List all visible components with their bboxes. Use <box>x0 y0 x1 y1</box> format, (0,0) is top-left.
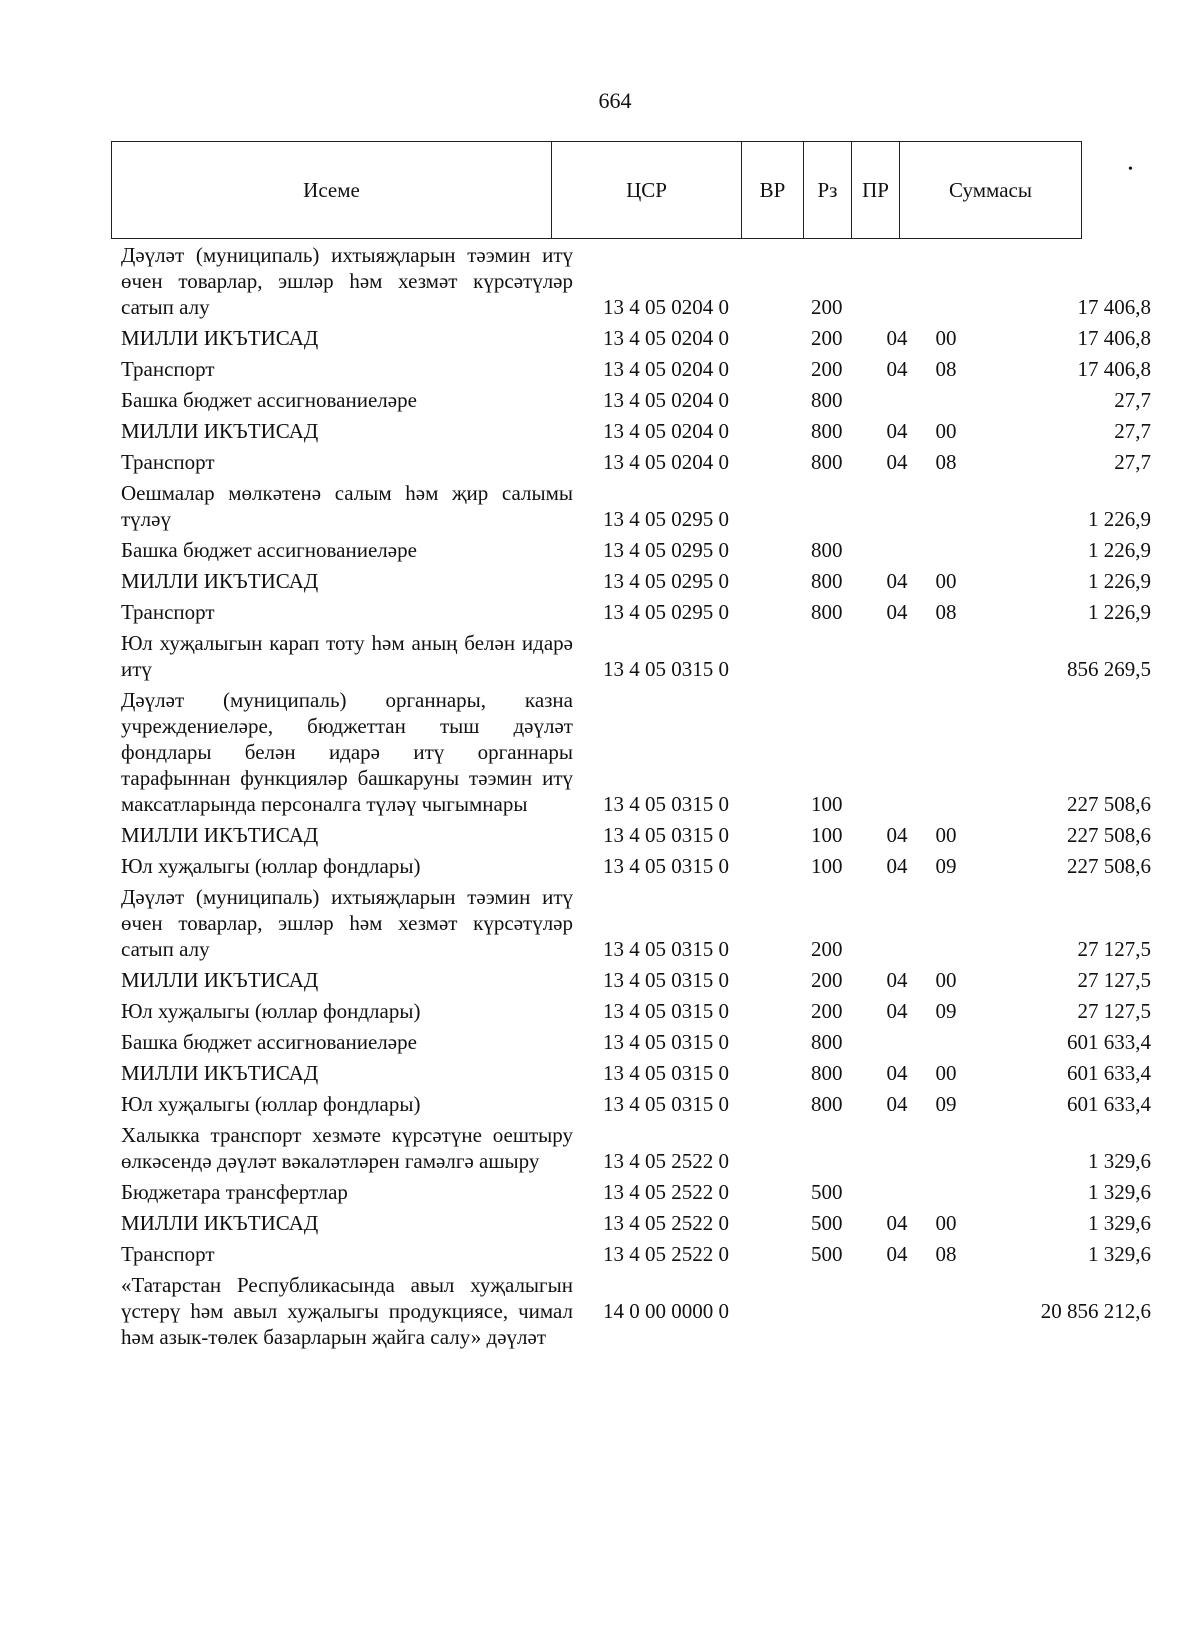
row-csr: 13 4 05 0295 0 <box>603 538 729 562</box>
table-row <box>111 1239 1157 1270</box>
row-name <box>111 416 585 447</box>
row-sum: 17 406,8 <box>1077 295 1151 319</box>
row-csr: 13 4 05 0315 0 <box>603 792 729 816</box>
row-sum: 601 633,4 <box>1067 1092 1151 1116</box>
row-sum: 601 633,4 <box>1067 1061 1151 1085</box>
row-sum: 1 226,9 <box>1088 600 1151 624</box>
row-rz: 04 <box>886 968 908 992</box>
row-name <box>111 628 585 685</box>
row-pr: 08 <box>935 450 957 474</box>
row-sum: 17 406,8 <box>1077 357 1151 381</box>
table-row <box>111 1270 1157 1353</box>
row-rz <box>873 1027 921 1058</box>
row-vr: 800 <box>811 1092 843 1116</box>
row-csr: 13 4 05 0315 0 <box>603 854 729 878</box>
row-vr: 800 <box>811 569 843 593</box>
row-sum: 1 329,6 <box>1088 1242 1151 1266</box>
row-name <box>111 478 585 535</box>
header-vr: ВР <box>742 142 804 239</box>
row-pr: 00 <box>935 1211 957 1235</box>
row-sum: 1 329,6 <box>1088 1211 1151 1235</box>
table-row <box>111 965 1157 996</box>
row-name <box>111 1270 585 1353</box>
row-vr: 800 <box>811 450 843 474</box>
row-vr: 800 <box>811 538 843 562</box>
table-row <box>111 851 1157 882</box>
row-name-text: Башка бюджет ассигнованиеләре <box>121 538 417 562</box>
table-row <box>111 820 1157 851</box>
row-name-text: Транспорт <box>121 450 215 474</box>
row-rz: 04 <box>886 357 908 381</box>
row-csr: 13 4 05 0315 0 <box>603 657 729 681</box>
row-pr: 09 <box>935 999 957 1023</box>
table-row <box>111 1058 1157 1089</box>
row-pr: 00 <box>935 569 957 593</box>
row-name <box>111 882 585 965</box>
row-csr: 13 4 05 0204 0 <box>603 326 729 350</box>
row-pr <box>921 1027 971 1058</box>
table-row <box>111 996 1157 1027</box>
header-csr: ЦСР <box>552 142 742 239</box>
row-csr: 13 4 05 0315 0 <box>603 937 729 961</box>
row-sum: 227 508,6 <box>1067 854 1151 878</box>
row-pr <box>921 385 971 416</box>
row-vr: 200 <box>811 326 843 350</box>
row-name-text: Башка бюджет ассигнованиеләре <box>121 388 417 412</box>
table-header <box>111 141 1082 239</box>
row-rz: 04 <box>886 1211 908 1235</box>
row-csr: 13 4 05 2522 0 <box>603 1211 729 1235</box>
row-vr: 200 <box>811 937 843 961</box>
row-name <box>111 566 585 597</box>
table-row <box>111 1208 1157 1239</box>
row-rz: 04 <box>886 1242 908 1266</box>
row-name-text: Юл хуҗалыгы (юллар фондлары) <box>121 854 421 878</box>
row-csr: 13 4 05 2522 0 <box>603 1242 729 1266</box>
table-row <box>111 1089 1157 1120</box>
row-vr: 200 <box>811 357 843 381</box>
row-pr: 08 <box>935 600 957 624</box>
row-name <box>111 996 585 1027</box>
row-pr: 00 <box>935 968 957 992</box>
table-row <box>111 354 1157 385</box>
row-csr: 14 0 00 0000 0 <box>603 1299 729 1323</box>
header-name: Исеме <box>112 142 552 239</box>
row-csr: 13 4 05 2522 0 <box>603 1149 729 1173</box>
row-pr <box>921 628 971 685</box>
row-name <box>111 1177 585 1208</box>
row-sum: 27,7 <box>1114 388 1151 412</box>
row-sum: 27,7 <box>1114 419 1151 443</box>
row-name <box>111 597 585 628</box>
row-name-text: Халыкка транспорт хезмәте күрсәтүне оештыру өлкәсендә дәүләт вәкаләтләрен гамәлгә ашыру <box>121 1123 573 1173</box>
stray-mark: • <box>1128 162 1133 177</box>
row-vr: 500 <box>811 1242 843 1266</box>
row-rz <box>873 685 921 820</box>
row-pr <box>921 1177 971 1208</box>
table-row <box>111 416 1157 447</box>
row-vr: 500 <box>811 1211 843 1235</box>
budget-table <box>111 240 1157 1353</box>
row-sum: 1 226,9 <box>1088 538 1151 562</box>
row-name <box>111 851 585 882</box>
row-name <box>111 1058 585 1089</box>
row-rz: 04 <box>886 419 908 443</box>
row-name-text: Транспорт <box>121 357 215 381</box>
page-number: 664 <box>598 88 632 113</box>
row-rz: 04 <box>886 1061 908 1085</box>
row-rz: 04 <box>886 450 908 474</box>
row-name-text: МИЛЛИ ИКЪТИСАД <box>121 968 319 992</box>
row-csr: 13 4 05 2522 0 <box>603 1180 729 1204</box>
row-csr: 13 4 05 0295 0 <box>603 569 729 593</box>
row-rz <box>873 1120 921 1177</box>
row-sum: 601 633,4 <box>1067 1030 1151 1054</box>
row-rz <box>873 385 921 416</box>
row-name-text: Дәүләт (муниципаль) органнары, казна учреждениеләре, бюджеттан тыш дәүләт фондлары белән идарә итү органнары тарафыннан функцияләр башкаруны тәэмин итү максатларында персоналга түләү чыгымнары <box>121 688 573 816</box>
row-pr: 09 <box>935 1092 957 1116</box>
row-csr: 13 4 05 0315 0 <box>603 968 729 992</box>
row-rz <box>873 1177 921 1208</box>
row-name-text: МИЛЛИ ИКЪТИСАД <box>121 1061 319 1085</box>
row-sum: 1 329,6 <box>1088 1149 1151 1173</box>
row-vr <box>791 628 873 685</box>
row-csr: 13 4 05 0204 0 <box>603 450 729 474</box>
row-name-text: МИЛЛИ ИКЪТИСАД <box>121 326 319 350</box>
row-vr: 100 <box>811 854 843 878</box>
row-name-text: Транспорт <box>121 600 215 624</box>
row-vr: 200 <box>811 968 843 992</box>
row-pr <box>921 1120 971 1177</box>
row-sum: 27 127,5 <box>1077 937 1151 961</box>
row-pr <box>921 535 971 566</box>
row-name <box>111 1120 585 1177</box>
row-name <box>111 685 585 820</box>
row-rz: 04 <box>886 569 908 593</box>
row-name <box>111 1089 585 1120</box>
row-name <box>111 1208 585 1239</box>
row-name-text: Оешмалар мөлкәтенә салым һәм җир салымы түләү <box>121 481 573 531</box>
row-name <box>111 385 585 416</box>
row-name-text: Дәүләт (муниципаль) ихтыяҗларын тәэмин итү өчен товарлар, эшләр һәм хезмәт күрсәтүләр сатып алу <box>121 885 573 961</box>
header-pr: ПР <box>852 142 900 239</box>
row-name <box>111 1239 585 1270</box>
row-name-text: Башка бюджет ассигнованиеләре <box>121 1030 417 1054</box>
table-row <box>111 685 1157 820</box>
table-row <box>111 535 1157 566</box>
row-sum: 27 127,5 <box>1077 999 1151 1023</box>
row-vr: 800 <box>811 1061 843 1085</box>
table-row <box>111 566 1157 597</box>
row-vr: 100 <box>811 792 843 816</box>
row-name-text: «Татарстан Республикасында авыл хуҗалыгын үстерү һәм авыл хуҗалыгы продукциясе, чимал һәм азык-төлек базарларын җайга салу» дәүләт <box>121 1273 573 1349</box>
row-pr: 00 <box>935 326 957 350</box>
row-csr: 13 4 05 0315 0 <box>603 1030 729 1054</box>
row-name-text: Юл хуҗалыгы (юллар фондлары) <box>121 1092 421 1116</box>
row-pr <box>921 478 971 535</box>
row-csr: 13 4 05 0204 0 <box>603 357 729 381</box>
row-rz <box>873 1270 921 1353</box>
row-name-text: Дәүләт (муниципаль) ихтыяҗларын тәэмин итү өчен товарлар, эшләр һәм хезмәт күрсәтүләр сатып алу <box>121 243 573 319</box>
row-name <box>111 1027 585 1058</box>
row-name-text: МИЛЛИ ИКЪТИСАД <box>121 419 319 443</box>
row-pr <box>921 1270 971 1353</box>
header-rz: Рз <box>804 142 852 239</box>
row-name-text: Юл хуҗалыгы (юллар фондлары) <box>121 999 421 1023</box>
row-rz: 04 <box>886 326 908 350</box>
row-name <box>111 354 585 385</box>
row-csr: 13 4 05 0315 0 <box>603 823 729 847</box>
row-vr <box>791 1270 873 1353</box>
row-rz <box>873 240 921 323</box>
table-row <box>111 385 1157 416</box>
table-row <box>111 1120 1157 1177</box>
row-sum: 227 508,6 <box>1067 823 1151 847</box>
row-sum: 27 127,5 <box>1077 968 1151 992</box>
table-row <box>111 323 1157 354</box>
row-name <box>111 820 585 851</box>
row-csr: 13 4 05 0315 0 <box>603 1061 729 1085</box>
table-row <box>111 882 1157 965</box>
row-csr: 13 4 05 0295 0 <box>603 600 729 624</box>
row-sum: 1 226,9 <box>1088 569 1151 593</box>
row-vr: 800 <box>811 1030 843 1054</box>
row-csr: 13 4 05 0295 0 <box>603 507 729 531</box>
row-pr: 00 <box>935 419 957 443</box>
table-row <box>111 240 1157 323</box>
row-rz: 04 <box>886 600 908 624</box>
row-pr: 00 <box>935 1061 957 1085</box>
row-sum: 17 406,8 <box>1077 326 1151 350</box>
row-vr: 800 <box>811 419 843 443</box>
row-sum: 1 226,9 <box>1088 507 1151 531</box>
row-rz: 04 <box>886 999 908 1023</box>
table-row <box>111 1177 1157 1208</box>
row-name <box>111 240 585 323</box>
row-pr <box>921 240 971 323</box>
row-vr <box>791 478 873 535</box>
row-pr: 08 <box>935 1242 957 1266</box>
row-sum: 1 329,6 <box>1088 1180 1151 1204</box>
row-sum: 27,7 <box>1114 450 1151 474</box>
row-name-text: Транспорт <box>121 1242 215 1266</box>
row-name-text: МИЛЛИ ИКЪТИСАД <box>121 1211 319 1235</box>
table-row <box>111 628 1157 685</box>
row-sum: 20 856 212,6 <box>1040 1299 1151 1323</box>
row-vr <box>791 1120 873 1177</box>
row-vr: 800 <box>811 600 843 624</box>
row-csr: 13 4 05 0315 0 <box>603 1092 729 1116</box>
row-csr: 13 4 05 0315 0 <box>603 999 729 1023</box>
row-pr: 08 <box>935 357 957 381</box>
row-rz <box>873 628 921 685</box>
row-name <box>111 323 585 354</box>
table-row <box>111 478 1157 535</box>
row-name-text: Юл хуҗалыгын карап тоту һәм аның белән идарә итү <box>121 631 573 681</box>
row-pr: 09 <box>935 854 957 878</box>
row-vr: 200 <box>811 999 843 1023</box>
row-rz: 04 <box>886 1092 908 1116</box>
row-vr: 500 <box>811 1180 843 1204</box>
row-name <box>111 965 585 996</box>
row-csr: 13 4 05 0204 0 <box>603 419 729 443</box>
row-vr: 800 <box>811 388 843 412</box>
row-pr: 00 <box>935 823 957 847</box>
row-name <box>111 447 585 478</box>
row-name-text: МИЛЛИ ИКЪТИСАД <box>121 823 319 847</box>
row-csr: 13 4 05 0204 0 <box>603 295 729 319</box>
table-row <box>111 597 1157 628</box>
row-vr: 200 <box>811 295 843 319</box>
row-pr <box>921 685 971 820</box>
row-rz <box>873 535 921 566</box>
row-pr <box>921 882 971 965</box>
row-sum: 227 508,6 <box>1067 792 1151 816</box>
row-vr: 100 <box>811 823 843 847</box>
table-row <box>111 1027 1157 1058</box>
row-rz <box>873 478 921 535</box>
row-name <box>111 535 585 566</box>
row-sum: 856 269,5 <box>1067 657 1151 681</box>
row-rz: 04 <box>886 854 908 878</box>
row-name-text: МИЛЛИ ИКЪТИСАД <box>121 569 319 593</box>
header-sum: Суммасы <box>900 142 1082 239</box>
row-name-text: Бюджетара трансфертлар <box>121 1180 348 1204</box>
row-rz: 04 <box>886 823 908 847</box>
row-rz <box>873 882 921 965</box>
table-row <box>111 447 1157 478</box>
row-csr: 13 4 05 0204 0 <box>603 388 729 412</box>
